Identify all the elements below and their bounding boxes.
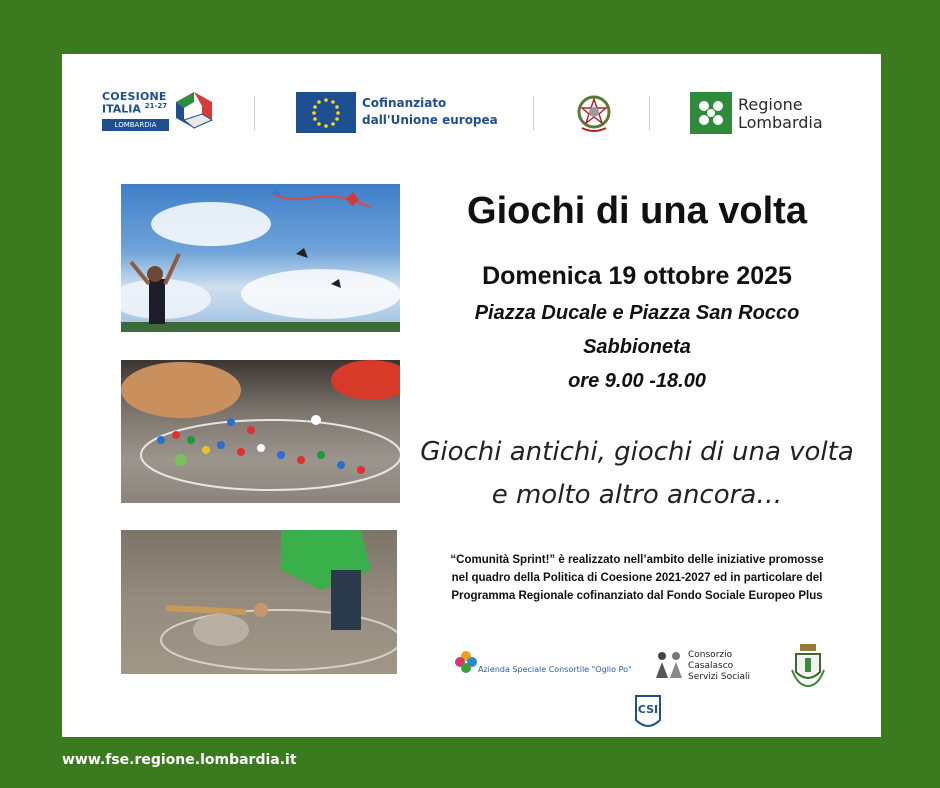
event-date: Domenica 19 ottobre 2025	[482, 262, 792, 290]
tagline-line2: e molto altro ancora…	[491, 480, 783, 510]
consorzio-figures-icon	[652, 648, 686, 682]
coesione-arrow-icon	[172, 90, 216, 130]
coesione-line2: ITALIA $^{21-27}$	[102, 102, 168, 116]
italian-republic-emblem-icon	[574, 92, 614, 134]
marbles-photo	[121, 360, 400, 503]
event-town: Sabbioneta	[583, 336, 691, 358]
tagline-line1: Giochi antichi, giochi di una volta	[420, 437, 854, 467]
stone-game-photo	[121, 530, 397, 674]
coesione-italia-logo	[102, 90, 217, 134]
logo-divider	[533, 96, 534, 130]
municipal-coat-of-arms-icon	[788, 642, 828, 690]
footer-url-link[interactable]: www.fse.regione.lombardia.it	[62, 752, 297, 768]
eu-flag-icon	[296, 92, 356, 133]
coesione-line1: COESIONE	[102, 90, 167, 103]
eu-cofinanced-logo	[296, 92, 501, 134]
funding-description: “Comunità Sprint!” è realizzato nell’ambito delle iniziative promosse nel quadro della Politica di Coesione 2021-2027 ed in particolare del Programma Regionale cofinanziato dal Fondo Sociale Europeo Plus	[450, 554, 824, 602]
azienda-label: Azienda Speciale Consortile "Oglio Po"	[478, 665, 632, 674]
kites-photo	[121, 184, 400, 332]
azienda-oglio-po-logo	[454, 648, 644, 678]
eu-line1: Cofinanziato	[362, 96, 447, 110]
svg-text:CSI: CSI	[637, 703, 659, 716]
lombardia-line1: Regione	[738, 95, 803, 114]
poster-card	[62, 54, 881, 737]
coesione-region: LOMBARDIA	[102, 119, 169, 131]
lombardia-line2: Lombardia	[738, 113, 823, 132]
csi-sports-logo-icon	[633, 694, 663, 732]
azienda-flower-icon	[454, 648, 478, 676]
consorzio-casalasco-logo	[652, 648, 762, 688]
event-time: ore 9.00 -18.00	[568, 370, 706, 392]
logo-divider	[649, 96, 650, 130]
logo-divider	[254, 96, 255, 130]
lombardia-rose-icon	[690, 92, 732, 134]
event-title: Giochi di una volta	[467, 190, 807, 232]
consorzio-text: Consorzio Casalasco Servizi Sociali	[688, 650, 751, 682]
event-place: Piazza Ducale e Piazza San Rocco	[474, 302, 800, 324]
eu-line2: dall'Unione europea	[362, 113, 498, 127]
regione-lombardia-logo	[690, 92, 850, 136]
